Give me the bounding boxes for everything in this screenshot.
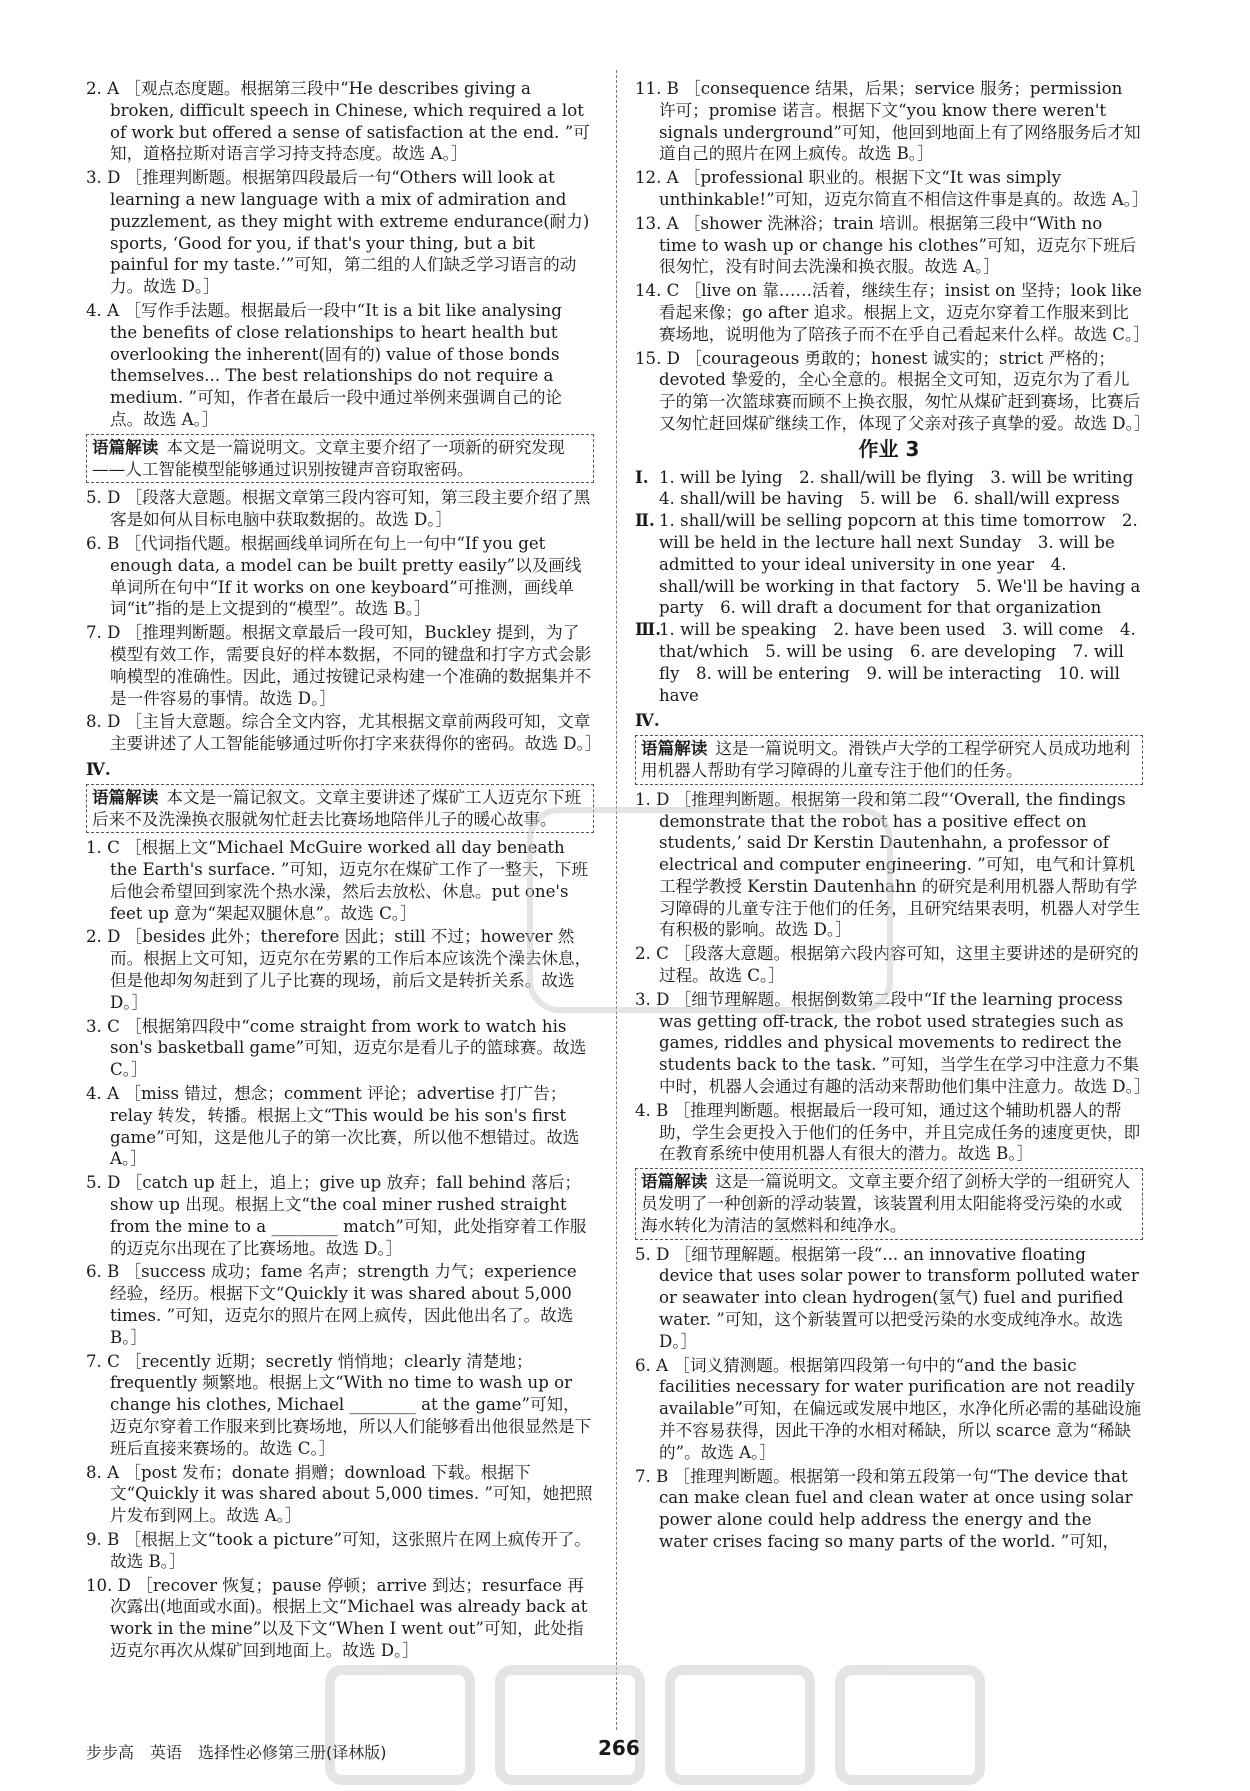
answer-item: 7. C ［recently 近期；secretly 悄悄地；clearly 清楚地；frequently 频繁地。根据上文“With no time to wash up or change his clothes, Michael ________ at the game”可知，迈克尔穿着工作服来到比赛场地，所以人们能够看出他很显然是下班后直接来赛场的。故选 C。］	[86, 1351, 592, 1458]
passage-summary-box	[635, 1168, 1143, 1239]
right-column	[635, 78, 1151, 1555]
answer-item: 5. D ［catch up 赶上，追上；give up 放弃；fall behind 落后；show up 出现。根据上文“the coal miner rushed straight from the mine to a ________ match”可知，此处指穿着工作服的迈克尔出现在了比赛场地。故选 D。］	[86, 1173, 587, 1258]
page-number: 266	[598, 1736, 640, 1760]
logo-watermark	[300, 1660, 1000, 1790]
answer-item: 10. D ［recover 恢复；pause 停顿；arrive 到达；resurface 再次露出(地面或水面)。根据上文“Michael was already back at work in the mine”以及下文“When I went out”可知，此处指迈克尔再次从煤矿回到地面上。故选 D。］	[86, 1575, 588, 1660]
left-column	[86, 78, 602, 1664]
column-divider	[616, 70, 617, 1730]
answer-item: 11. B ［consequence 结果，后果；service 服务；permission 许可；promise 诺言。根据下文“you know there weren't signals underground”可知，他回到地面上有了网络服务后才知道自己的照片在网上疯传。故选 B。］	[635, 79, 1141, 164]
passage-summary-tag: 语篇解读	[92, 437, 159, 457]
passage-summary-tag: 语篇解读	[641, 1172, 708, 1192]
book-title-footer: 步步高 英语 选择性必修第三册(译林版)	[86, 1743, 387, 1762]
passage-summary-text: 这是一篇说明文。滑铁卢大学的工程学研究人员成功地利用机器人帮助有学习障碍的儿童专注于他们的任务。	[641, 739, 1131, 780]
passage-summary-box	[635, 735, 1143, 785]
answer-item: 8. D ［主旨大意题。综合全文内容，尤其根据文章前两段可知，文章主要讲述了人工智能能够通过听你打字来获得你的密码。故选 D。］	[86, 712, 602, 754]
exercise-number: Ⅲ.	[635, 619, 661, 640]
exercise-block	[635, 466, 1150, 511]
answer-item: 6. A ［词义猜测题。根据第四段第一句中的“and the basic facilities necessary for water purification are not readily available”可知，在偏远或发展中地区，水净化所必需的基础设施并不容易获得，因此干净的水相对稀缺，所以 scarce 意为“稀缺的”。故选 A。］	[635, 1355, 1142, 1462]
section-heading: Ⅳ.	[86, 758, 111, 779]
homework-title: 作业 3	[858, 436, 920, 461]
answer-item: 6. B ［代词指代题。根据画线单词所在句上一句中“If you get enough data, a model can be built pretty easily”以及画线单词所在句中“If it works on one keyboard”可推测，画线单词“it”指的是上文提到的“模型”。故选 B。］	[86, 533, 582, 619]
answer-item: 2. C ［段落大意题。根据第六段内容可知，这里主要讲述的是研究的过程。故选 C。］	[635, 944, 1139, 986]
passage-summary-box	[86, 784, 594, 834]
answer-item: 15. D ［courageous 勇敢的；honest 诚实的；strict 严格的；devoted 挚爱的，全心全意的。根据全文可知，迈克尔为了看儿子的第一次篮球赛而顾不上换衣服，匆忙从煤矿赶到赛场，比赛后又匆忙赶回煤矿继续工作，体现了父亲对孩子真挚的爱。故选 D。］	[635, 348, 1151, 433]
passage-summary-text: 本文是一篇记叙文。文章主要讲述了煤矿工人迈克尔下班后来不及洗澡换衣服就匆忙赶去比赛场地陪伴儿子的暖心故事。	[92, 787, 582, 829]
answer-item: 6. B ［success 成功；fame 名声；strength 力气；experience 经验，经历。根据下文“Quickly it was shared about 5,000 times. ”可知，迈克尔的照片在网上疯传，因此他出名了。故选 B。］	[86, 1262, 577, 1347]
answer-item: 3. C ［根据第四段中“come straight from work to watch his son's basketball game”可知，迈克尔是看儿子的篮球赛。故选 C。］	[86, 1016, 587, 1080]
exercise-number: Ⅱ.	[635, 510, 655, 531]
answer-item: 4. A ［miss 错过，想念；comment 评论；advertise 打广告；relay 转发，转播。根据上文“This would be his son's first game”可知，这是他儿子的第一次比赛，所以他不想错过。故选 A。］	[86, 1084, 580, 1169]
answer-item: 8. A ［post 发布；donate 捐赠；download 下载。根据下文“Quickly it was shared about 5,000 times. ”可知，她把照片发布到网上。故选 A。］	[86, 1462, 593, 1526]
exercise-number: Ⅰ.	[635, 466, 649, 487]
answer-item: 14. C ［live on 靠……活着，继续生存；insist on 坚持；look like 看起来像；go after 追求。根据上文，迈克尔穿着工作服来到比赛场地，说明他为了陪孩子而不在乎自己看起来什么样。故选 C。］	[635, 281, 1150, 344]
answer-item: 2. A ［观点态度题。根据第三段中“He describes giving a broken, difficult speech in Chinese, which required a lot of work but offered a sense of satisfaction at the end. ”可知，道格拉斯对语言学习持支持态度。故选 A。］	[86, 79, 590, 164]
passage-summary-tag: 语篇解读	[641, 739, 708, 759]
answer-item: 5. D ［段落大意题。根据文章第三段内容可知，第三段主要介绍了黑客是如何从目标电脑中获取数据的。故选 D。］	[86, 488, 591, 530]
exercise-block	[635, 510, 1143, 619]
exercise-answers: 1. shall/will be selling popcorn at this time tomorrow 2. will be held in the lecture hall next Sunday 3. will be admitted to your ideal university in one year 4. shall/will be working in that factory 5. We'll be having a party 6. will draft a document for that organization	[659, 511, 1141, 618]
answer-item: 1. D ［推理判断题。根据第一段和第二段“‘Overall, the findings demonstrate that the robot has a positive effect on students,’ said Dr Kerstin Dautenhahn, a professor of electrical and computer engineering. ”可知，电气和计算机工程学教授 Kerstin Dautenhahn 的研究是利用机器人帮助有学习障碍的儿童专注于他们的任务，且研究结果表明，机器人对学生有积极的影响。故选 D。］	[635, 789, 1141, 940]
answer-item: 4. A ［写作手法题。根据最后一段中“It is a bit like analysing the benefits of close relationships to heart health but overlooking the inherent(固有的) value of those bonds themselves... The best relationships do not require a medium. ”可知，作者在最后一段中通过举例来强调自己的论点。故选 A。］	[86, 300, 563, 429]
answer-item: 12. A ［professional 职业的。根据下文“It was simply unthinkable!”可知，迈克尔简直不相信这件事是真的。故选 A。］	[635, 168, 1149, 209]
exercise-block	[635, 619, 1143, 706]
passage-summary-tag: 语篇解读	[92, 787, 159, 807]
passage-summary-text: 本文是一篇说明文。文章主要介绍了一项新的研究发现——人工智能模型能够通过识别按键声音窃取密码。	[92, 437, 565, 479]
answer-item: 1. C ［根据上文“Michael McGuire worked all day beneath the Earth's surface. ”可知，迈克尔在煤矿工作了一整天，下班后他会希望回到家洗个热水澡，然后去放松、休息。put one's feet up 意为“架起双腿休息”。故选 C。］	[86, 838, 589, 923]
exercise-answers: 1. will be speaking 2. have been used 3. will come 4. that/which 5. will be using 6. are developing 7. will fly 8. will be entering 9. will be interacting 10. will have	[659, 620, 1136, 705]
passage-summary-text: 这是一篇说明文。文章主要介绍了剑桥大学的一组研究人员发明了一种创新的浮动装置，该装置利用太阳能将受污染的水或海水转化为清洁的氢燃料和纯净水。	[641, 1172, 1131, 1235]
answer-item: 7. D ［推理判断题。根据文章最后一段可知，Buckley 提到，为了模型有效工作，需要良好的样本数据，不同的键盘和打字方式会影响模型的准确性。因此，通过按键记录构建一个准确的数据集并不是一件容易的事情。故选 D。］	[86, 623, 592, 708]
answer-item: 7. B ［推理判断题。根据第一段和第五段第一句“The device that can make clean fuel and clean water at once using solar power alone could help address the energy and the water crises facing so many parts of the world. ”可知，	[635, 1466, 1133, 1551]
answer-item: 2. D ［besides 此外；therefore 因此；still 不过；however 然而。根据上文可知，迈克尔在劳累的工作后本应该洗个澡去休息，但是他却匆匆赶到了儿子比赛的现场，前后文是转折关系。故选 D。］	[86, 927, 592, 1012]
answer-item: 4. B ［推理判断题。根据最后一段可知，通过这个辅助机器人的帮助，学生会更投入于他们的任务中，并且完成任务的速度更快，即在教育系统中使用机器人有很大的潜力。故选 B。］	[635, 1100, 1141, 1164]
answer-item: 3. D ［推理判断题。根据第四段最后一句“Others will look at learning a new language with a mix of admiration and puzzlement, as they might with extreme endurance(耐力) sports, ‘Good for you, if that's your thing, but a bit painful for my taste.’”可知，第二组的人们缺乏学习语言的动力。故选 D。］	[86, 168, 590, 297]
answer-item: 9. B ［根据上文“took a picture”可知，这张照片在网上疯传开了。故选 B。］	[86, 1530, 591, 1571]
answer-item: 5. D ［细节理解题。根据第一段“... an innovative floating device that uses solar power to transform polluted water or seawater into clean hydrogen(氢气) fuel and purified water. ”可知，这个新装置可以把受污染的水变成纯净水。故选 D。］	[635, 1244, 1139, 1351]
answer-item: 3. D ［细节理解题。根据倒数第二段中“If the learning process was getting off-track, the robot used strategies such as games, riddles and physical movements to redirect the students back to the task. ”可知，当学生在学习中注意力不集中时，机器人会通过有趣的活动来帮助他们集中注意力。故选 D。］	[635, 989, 1151, 1097]
answer-item: 13. A ［shower 洗淋浴；train 培训。根据第三段中“With no time to wash up or change his clothes”可知，迈克尔下班后很匆忙，没有时间去洗澡和换衣服。故选 A。］	[635, 213, 1137, 277]
section-heading: Ⅳ.	[635, 710, 660, 731]
passage-summary-box	[86, 434, 594, 484]
exercise-answers: 1. will be lying 2. shall/will be flying 3. will be writing 4. shall/will be having 5. will be 6. shall/will express	[659, 467, 1150, 509]
